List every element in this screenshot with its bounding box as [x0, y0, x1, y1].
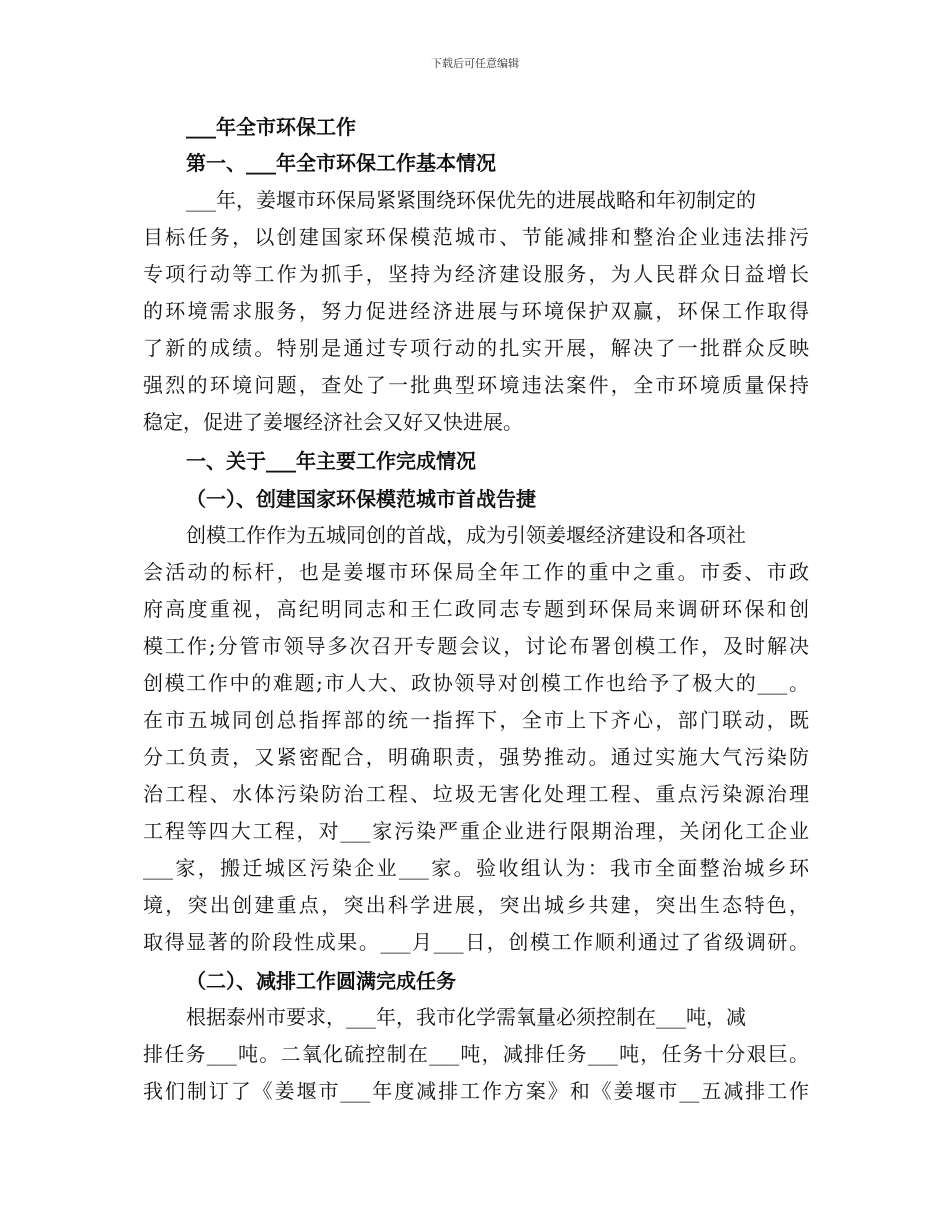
text-line: 了新的成绩。特别是通过专项行动的扎实开展，解决了一批群众反映	[143, 336, 809, 360]
text-line: 府高度重视，高纪明同志和王仁政同志专题到环保局来调研环保和创	[143, 597, 809, 621]
text-line: 境，突出创建重点，突出科学进展，突出城乡共建，突出生态特色，	[143, 893, 809, 917]
text-line: 分工负责，又紧密配合，明确职责，强势推动。通过实施大气污染防	[143, 745, 809, 769]
text-line: ___年，姜堰市环保局紧紧围绕环保优先的进展战略和年初制定的	[186, 188, 756, 212]
text-line: 在市五城同创总指挥部的统一指挥下，全市上下齐心，部门联动，既	[143, 708, 809, 732]
text-line: 治工程、水体污染防治工程、垃圾无害化处理工程、重点污染源治理	[143, 782, 809, 806]
section-heading: ___年全市环保工作	[186, 115, 356, 139]
text-line: 会活动的标杆，也是姜堰市环保局全年工作的重中之重。市委、市政	[143, 560, 809, 584]
section-heading: 一、关于___年主要工作完成情况	[186, 449, 476, 473]
text-line: 根据泰州市要求，___年，我市化学需氧量必须控制在___吨，减	[186, 1005, 746, 1029]
text-line: 强烈的环境问题，查处了一批典型环境违法案件，全市环境质量保持	[143, 373, 809, 397]
page-header: 下载后可任意编辑	[431, 57, 519, 70]
text-line: 模工作;分管市领导多次召开专题会议，讨论布署创模工作，及时解决	[143, 634, 809, 658]
text-line: 的环境需求服务，努力促进经济进展与环境保护双赢，环保工作取得	[143, 299, 809, 323]
section-heading: （一）、创建国家环保模范城市首战告捷	[186, 487, 536, 511]
section-heading: 第一、___年全市环保工作基本情况	[186, 151, 496, 175]
text-line: 取得显著的阶段性成果。___月___日，创模工作顺利通过了省级调研。	[143, 930, 809, 954]
text-line: 稳定，促进了姜堰经济社会又好又快进展。	[143, 410, 523, 434]
text-line: 工程等四大工程，对___家污染严重企业进行限期治理，关闭化工企业	[143, 819, 809, 843]
text-line: 目标任务，以创建国家环保模范城市、节能减排和整治企业违法排污	[143, 225, 809, 249]
section-heading: （二）、减排工作圆满完成任务	[186, 969, 456, 993]
text-line: 创模工作中的难题;市人大、政协领导对创模工作也给予了极大的___。	[143, 671, 809, 695]
text-line: 专项行动等工作为抓手，坚持为经济建设服务，为人民群众日益增长	[143, 262, 809, 286]
text-line: 创模工作作为五城同创的首战，成为引领姜堰经济建设和各项社	[186, 523, 746, 547]
text-line: 排任务___吨。二氧化硫控制在___吨，减排任务___吨，任务十分艰巨。	[143, 1042, 809, 1066]
text-line: 我们制订了《姜堰市___年度减排工作方案》和《姜堰市__五减排工作	[143, 1079, 809, 1103]
text-line: ___家，搬迁城区污染企业___家。验收组认为：我市全面整治城乡环	[143, 856, 809, 880]
